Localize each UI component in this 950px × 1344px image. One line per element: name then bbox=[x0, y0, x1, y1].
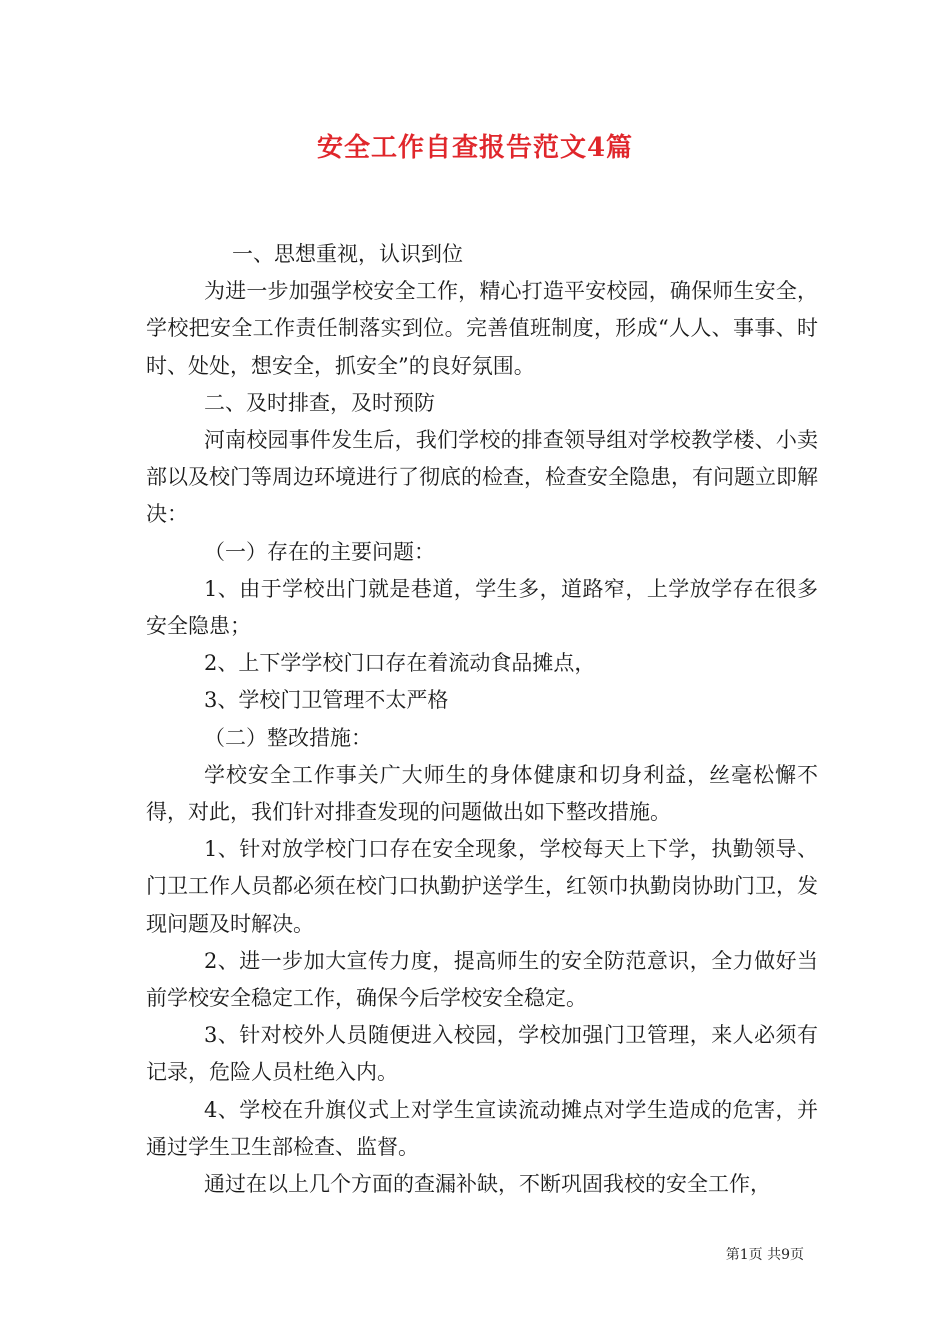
page-number: 第1页 共9页 bbox=[725, 1247, 804, 1263]
list-item: 2、上下学学校门口存在着流动食品摊点， bbox=[204, 651, 596, 676]
section-heading-1: 一、思想重视，认识到位 bbox=[232, 242, 463, 266]
list-item: 2、进一步加大宣传力度，提高师生的安全防范意识，全力做好当前学校安全稳定工作，确保今后学校安全稳定。 bbox=[146, 948, 818, 1011]
subsection-heading-1: （一）存在的主要问题： bbox=[204, 539, 435, 564]
section-heading-2: 二、及时排查，及时预防 bbox=[204, 390, 435, 415]
document-body bbox=[146, 236, 818, 1203]
paragraph: 学校安全工作事关广大师生的身体健康和切身利益，丝毫松懈不得，对此，我们针对排查发现的问题做出如下整改措施。 bbox=[146, 762, 818, 825]
document-title: 安全工作自查报告范文4篇 bbox=[316, 133, 634, 163]
subsection-heading-2: （二）整改措施： bbox=[204, 725, 372, 750]
list-item: 1、针对放学校门口存在安全现象，学校每天上下学，执勤领导、门卫工作人员都必须在校门口执勤护送学生，红领巾执勤岗协助门卫，发现问题及时解决。 bbox=[146, 837, 818, 936]
list-item: 4、学校在升旗仪式上对学生宣读流动摊点对学生造成的危害，并通过学生卫生部检查、监督。 bbox=[146, 1097, 818, 1159]
paragraph: 为进一步加强学校安全工作，精心打造平安校园，确保师生安全，学校把安全工作责任制落实到位。完善值班制度，形成“人人、事事、时时、处处，想安全，抓安全”的良好氛围。 bbox=[146, 279, 818, 378]
list-item: 1、由于学校出门就是巷道，学生多，道路窄，上学放学存在很多安全隐患； bbox=[146, 576, 818, 639]
paragraph: 河南校园事件发生后，我们学校的排查领导组对学校教学楼、小卖部以及校门等周边环境进行了彻底的检查，检查安全隐患，有问题立即解决： bbox=[146, 428, 818, 527]
list-item: 3、针对校外人员随便进入校园，学校加强门卫管理，来人必须有记录，危险人员杜绝入内。 bbox=[146, 1023, 818, 1085]
list-item: 3、学校门卫管理不太严格 bbox=[204, 688, 449, 713]
paragraph: 通过在以上几个方面的查漏补缺，不断巩固我校的安全工作， bbox=[204, 1172, 771, 1197]
